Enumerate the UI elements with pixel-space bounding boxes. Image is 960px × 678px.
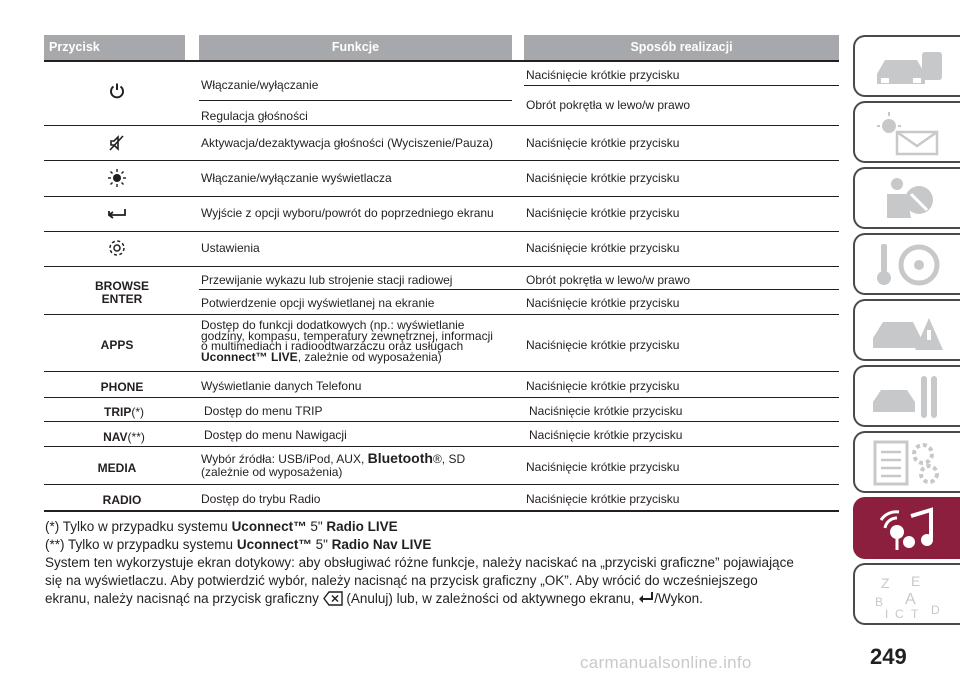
divider: [44, 421, 839, 422]
divider: [524, 85, 839, 86]
divider: [199, 289, 839, 290]
table-row-mode: Naciśnięcie krótkie przycisku: [529, 428, 683, 442]
footnote-nav: (**) Tylko w przypadku systemu Uconnect™ 5" Radio Nav LIVE: [45, 537, 432, 552]
table-row-mode: Naciśnięcie krótkie przycisku: [526, 460, 680, 474]
table-row-mode: Naciśnięcie krótkie przycisku: [526, 338, 680, 352]
settings-icon: [107, 238, 127, 258]
divider: [44, 510, 839, 512]
enter-key-icon: [638, 591, 654, 610]
emergency-icon[interactable]: [853, 299, 960, 361]
table-row-func: Ustawienia: [201, 241, 260, 255]
paragraph-line-1: System ten wykorzystuje ekran dotykowy: aby obsługiwać różne funkcje, należy naciskać na „przyciski graficzne” pojawiające: [45, 555, 794, 570]
header-rule: [44, 60, 839, 62]
header-method: Sposób realizacji: [524, 35, 839, 60]
table-row-func: Dostęp do funkcji dodatkowych (np.: wyświetlanie godziny, kompasu, temperatury zewnętrznej, informacji o multimediach i radioodtwarzaczu oraz usługach Uconnect™ LIVE, zależnie od wyposażenia): [201, 318, 493, 364]
table-row-mode: Naciśnięcie krótkie przycisku: [529, 404, 683, 418]
divider: [44, 314, 839, 315]
divider: [44, 371, 839, 372]
mute-icon: [107, 133, 127, 153]
table-row-func: Dostęp do menu TRIP: [204, 404, 323, 418]
table-row-func: Dostęp do menu Nawigacji: [204, 428, 347, 442]
apps-label: APPS: [100, 338, 134, 352]
table-row-mode: Naciśnięcie krótkie przycisku: [526, 171, 680, 185]
svg-text:C: C: [895, 607, 904, 620]
safety-airbag-icon[interactable]: [853, 167, 960, 229]
table-row-func: Regulacja głośności: [201, 109, 308, 123]
technical-data-icon[interactable]: [853, 431, 960, 493]
table-row-mode: Naciśnięcie krótkie przycisku: [526, 296, 680, 310]
table-row-mode: Naciśnięcie krótkie przycisku: [526, 206, 680, 220]
maintenance-icon[interactable]: [853, 365, 960, 427]
divider: [44, 231, 839, 232]
svg-text:Z: Z: [881, 575, 890, 591]
car-dashboard-icon[interactable]: [853, 35, 960, 97]
divider: [44, 196, 839, 197]
divider: [44, 397, 839, 398]
table-row-mode: Naciśnięcie krótkie przycisku: [526, 241, 680, 255]
divider: [44, 160, 839, 161]
header-functions: Funkcje: [199, 35, 512, 60]
back-icon: [107, 203, 127, 223]
divider: [44, 266, 839, 267]
media-label: MEDIA: [97, 461, 137, 475]
nav-label: NAV(**): [103, 430, 145, 444]
table-row-mode: Obrót pokrętła w lewo/w prawo: [526, 98, 691, 112]
footnote-trip: (*) Tylko w przypadku systemu Uconnect™ 5" Radio LIVE: [45, 519, 398, 534]
table-row-func: Dostęp do trybu Radio: [201, 492, 321, 506]
radio-label: RADIO: [102, 493, 142, 507]
paragraph-line-3: ekranu, należy nacisnąć na przycisk graficzny (Anuluj) lub, w zależności od aktywnego ekranu, /Wykon.: [45, 590, 703, 611]
start-driving-icon[interactable]: [853, 233, 960, 295]
divider: [44, 125, 839, 126]
table-row-mode: Naciśnięcie krótkie przycisku: [526, 379, 680, 393]
browse-enter-label: BROWSE ENTER: [95, 279, 149, 306]
svg-text:D: D: [931, 603, 940, 617]
trip-label: TRIP(*): [103, 405, 144, 419]
cancel-key-icon: [323, 591, 343, 611]
table-row-mode: Naciśnięcie krótkie przycisku: [526, 68, 680, 82]
table-row-func: Włączanie/wyłączanie wyświetlacza: [201, 171, 392, 185]
divider: [44, 446, 839, 447]
phone-label: PHONE: [100, 380, 144, 394]
divider: [199, 100, 512, 101]
header-button: Przycisk: [44, 35, 185, 60]
table-row-mode: Naciśnięcie krótkie przycisku: [526, 136, 680, 150]
svg-text:A: A: [905, 591, 916, 608]
svg-text:B: B: [875, 595, 884, 609]
page-number: 249: [870, 644, 907, 669]
table-row-func: Wyjście z opcji wyboru/powrót do poprzedniego ekranu: [201, 206, 494, 220]
table-row-func: Potwierdzenie opcji wyświetlanej na ekranie: [201, 296, 435, 310]
display-icon: [107, 168, 127, 188]
warning-lights-icon[interactable]: [853, 101, 960, 163]
divider: [44, 484, 839, 485]
power-icon: [107, 81, 127, 101]
table-row-func: Włączanie/wyłączanie: [201, 78, 319, 92]
table-row-mode: Obrót pokrętła w lewo/w prawo: [526, 273, 691, 287]
svg-text:I: I: [885, 607, 889, 620]
table-row-func: Wybór źródła: USB/iPod, AUX, Bluetooth®, SD (zależnie od wyposażenia): [201, 450, 466, 479]
index-icon[interactable]: [853, 563, 960, 625]
table-row-func: Wyświetlanie danych Telefonu: [201, 379, 362, 393]
watermark: carmanualsonline.info: [580, 653, 752, 672]
table-row-func: Przewijanie wykazu lub strojenie stacji radiowej: [201, 273, 453, 287]
svg-text:E: E: [911, 573, 921, 589]
svg-text:T: T: [911, 607, 919, 620]
table-row-func: Aktywacja/dezaktywacja głośności (Wyciszenie/Pauza): [201, 136, 494, 150]
multimedia-icon[interactable]: [853, 497, 960, 559]
paragraph-line-2: się na wyświetlaczu. Aby potwierdzić wybór, należy nacisnąć na przycisk graficzny „OK”. Aby wrócić do wcześniejszego: [45, 573, 758, 588]
table-row-mode: Naciśnięcie krótkie przycisku: [526, 492, 680, 506]
